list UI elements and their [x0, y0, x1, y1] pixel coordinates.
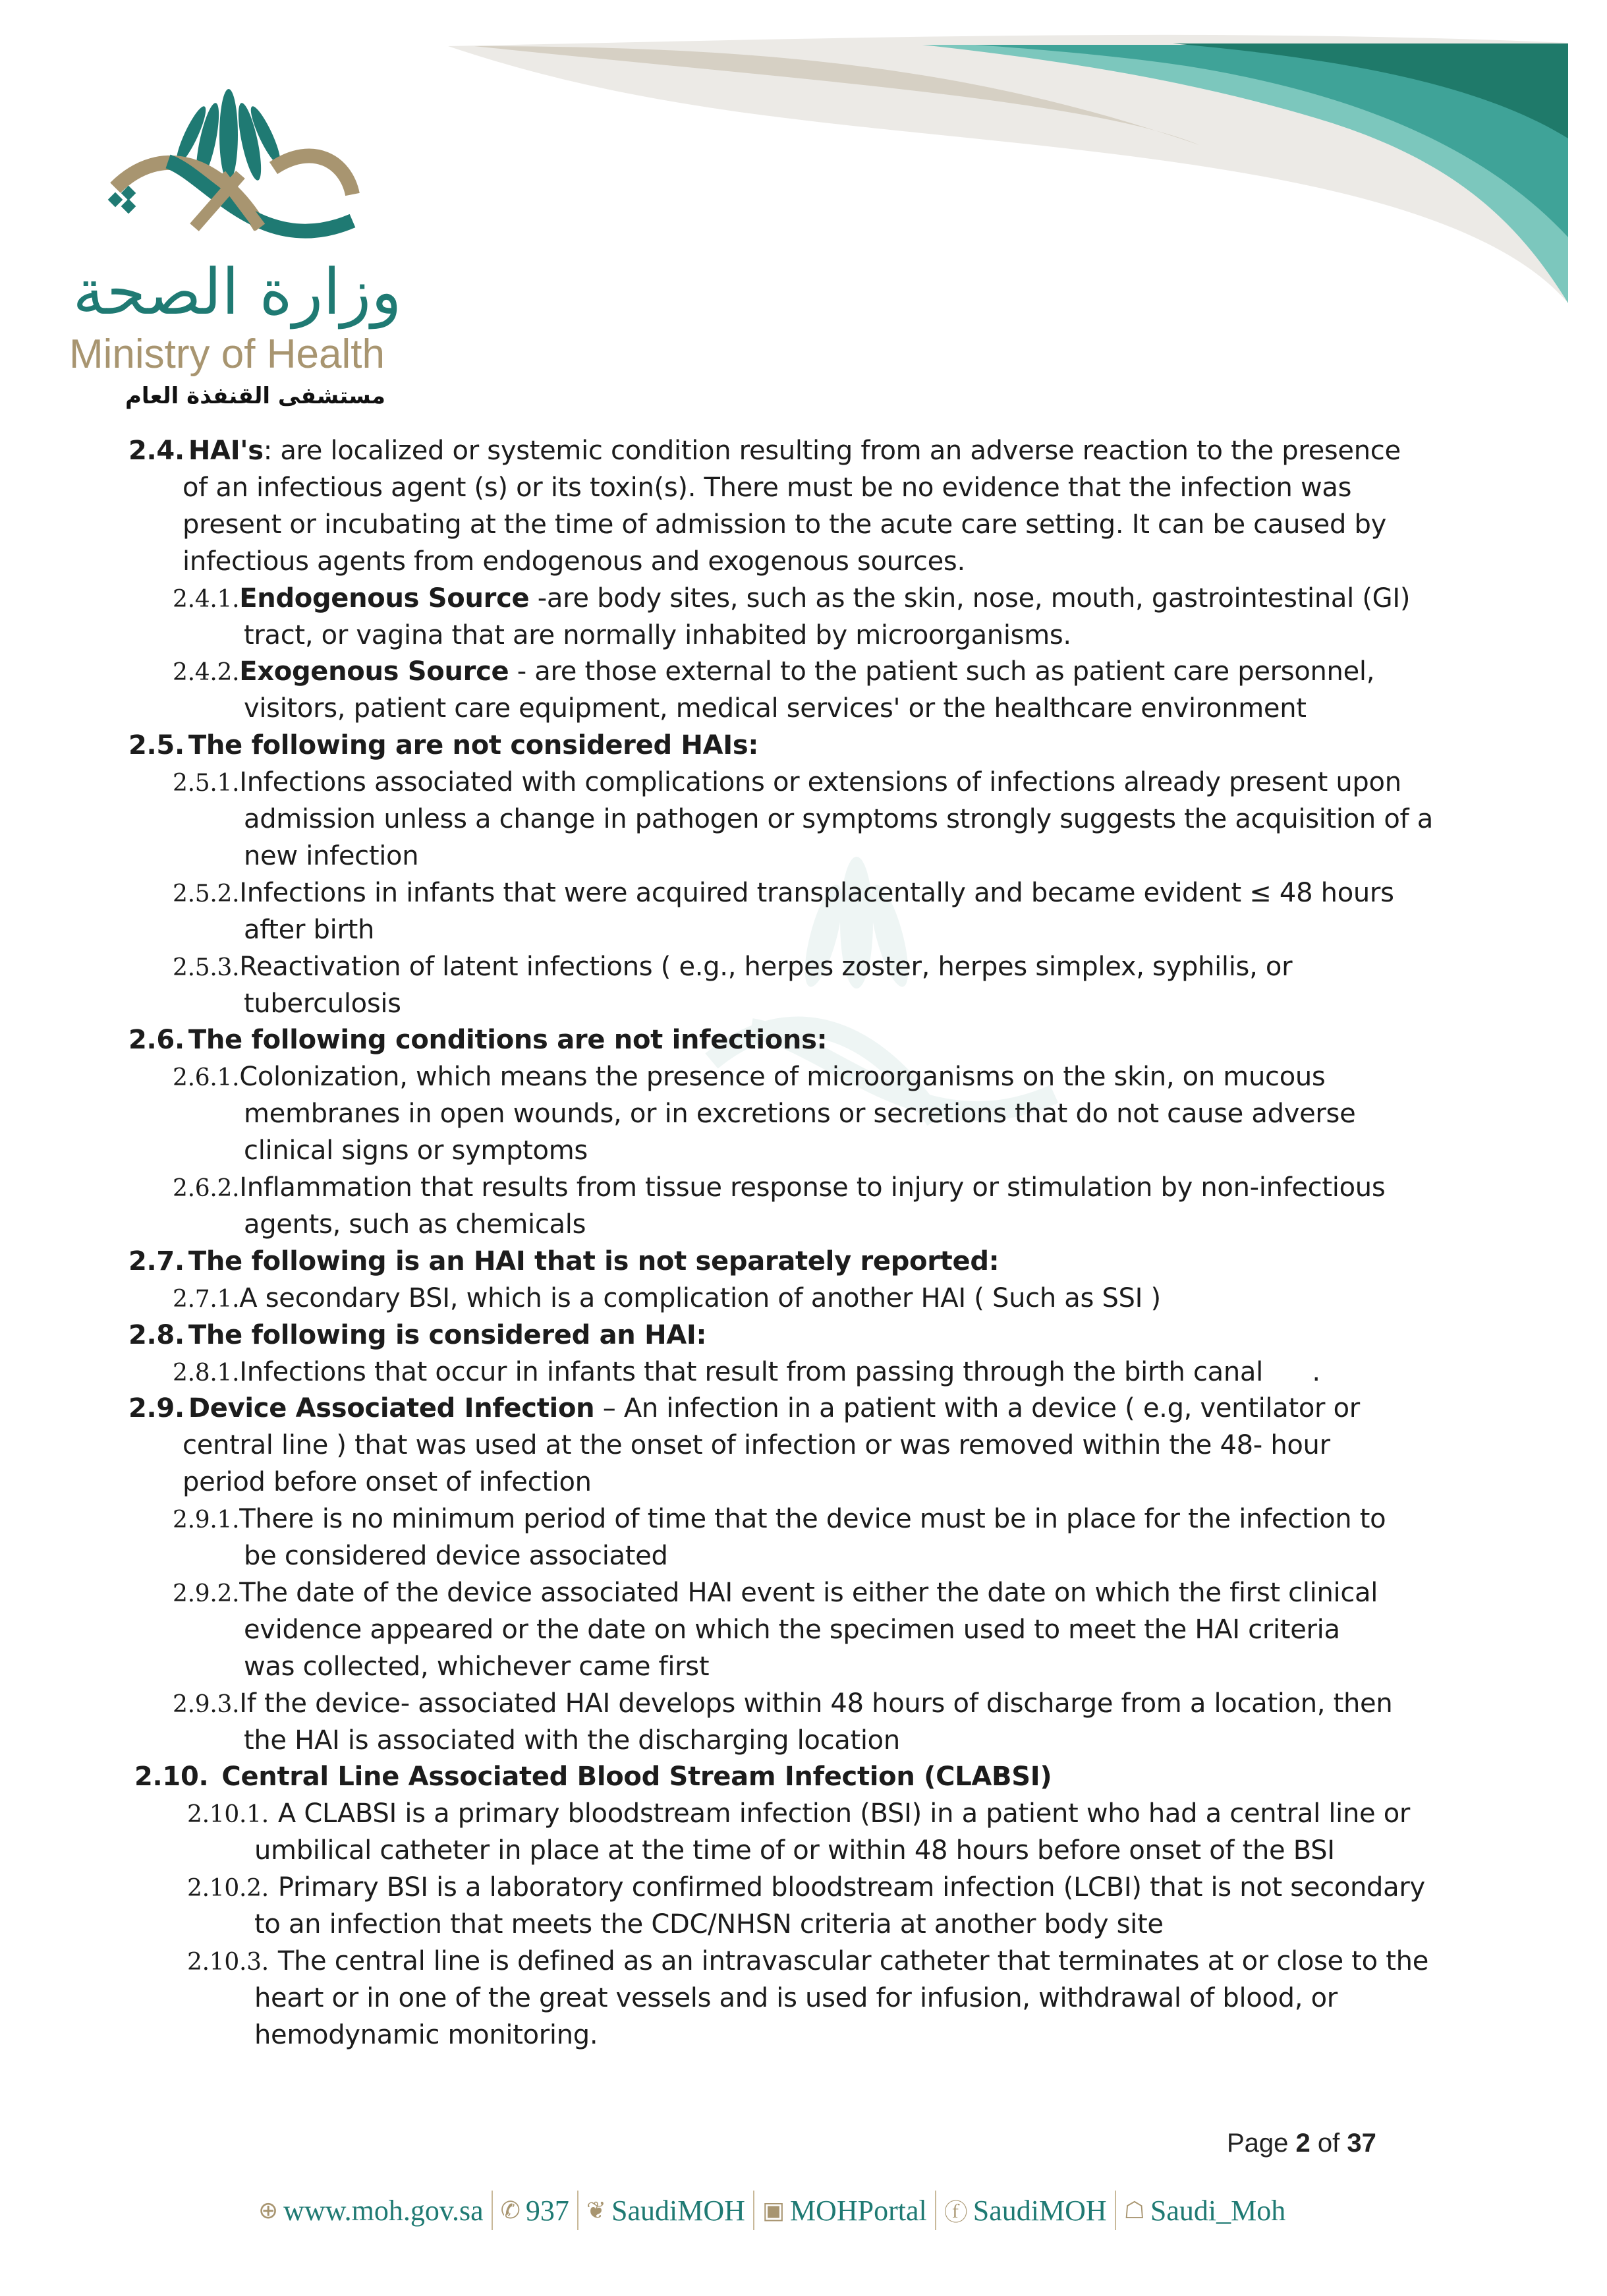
list-item — [173, 1058, 1325, 1095]
list-item-continuation: infectious agents from endogenous and exogenous sources. — [183, 546, 965, 577]
list-item-continuation: hemodynamic monitoring. — [254, 2019, 598, 2050]
list-item — [128, 727, 758, 764]
list-item-continuation: tuberculosis — [244, 988, 401, 1019]
list-item-continuation: of an infectious agent (s) or its toxin(s). There must be no evidence that the infection was — [183, 472, 1352, 503]
item-text: Reactivation of latent infections ( e.g., herpes zoster, herpes simplex, syphilis, or — [239, 951, 1293, 982]
item-text: Infections in infants that were acquired transplacentally and became evident ≤ 48 hours — [239, 877, 1394, 908]
list-item-continuation: membranes in open wounds, or in excretions or secretions that do not cause adverse — [244, 1099, 1356, 1130]
footer-link-text: SaudiMOH — [611, 2194, 745, 2227]
hospital-name-arabic: مستشفى القنفذة العام — [125, 383, 385, 409]
list-item — [173, 1501, 1386, 1537]
list-item-continuation: clinical signs or symptoms — [244, 1135, 588, 1166]
item-text: - are those external to the patient such as patient care personnel, — [509, 656, 1375, 687]
page-number — [1227, 2127, 1376, 2159]
item-number: 2.4.2. — [173, 659, 240, 687]
item-text: Primary BSI is a laboratory confirmed bloodstream infection (LCBI) that is not secondary — [277, 1872, 1425, 1903]
item-heading: Exogenous Source — [239, 656, 509, 687]
item-number: 2.9.1. — [173, 1507, 240, 1534]
item-number: 2.10.1. — [187, 1801, 269, 1829]
list-item — [187, 1943, 1428, 1980]
item-heading: The following is considered an HAI: — [188, 1319, 707, 1350]
globe-icon: ⊕ — [258, 2196, 279, 2224]
item-number: 2.5.3. — [173, 954, 240, 981]
list-item — [128, 432, 1401, 469]
list-item — [173, 764, 1401, 801]
list-item-continuation: after birth — [244, 914, 375, 945]
item-text: Inflammation that results from tissue response to injury or stimulation by non-infectious — [239, 1172, 1386, 1203]
list-item-continuation: agents, such as chemicals — [244, 1209, 586, 1240]
item-heading: The following conditions are not infections: — [188, 1025, 828, 1056]
list-item — [128, 1243, 999, 1280]
page-current: 2 — [1295, 2129, 1311, 2158]
footer-link-text: MOHPortal — [789, 2194, 927, 2227]
list-item — [173, 875, 1394, 911]
item-text: : are localized or systemic condition resulting from an adverse reaction to the presence — [263, 436, 1401, 466]
footer-link-text: Saudi_Moh — [1150, 2194, 1286, 2227]
footer-link-text: www.moh.gov.sa — [283, 2194, 484, 2227]
list-item-continuation: was collected, whichever came first — [244, 1651, 710, 1682]
footer-link[interactable] — [936, 2194, 1115, 2227]
item-number: 2.6.2. — [173, 1175, 240, 1202]
item-heading: Endogenous Source — [239, 583, 530, 614]
item-heading: Device Associated Infection — [188, 1393, 595, 1424]
list-item-continuation: visitors, patient care equipment, medical services' or the healthcare environment — [244, 693, 1307, 724]
item-text: A secondary BSI, which is a complication of another HAI ( Such as SSI ) — [239, 1282, 1161, 1313]
item-number: 2.4. — [128, 436, 184, 466]
item-heading: Central Line Associated Blood Stream Infection (CLABSI) — [221, 1762, 1052, 1793]
list-item-continuation: tract, or vagina that are normally inhabited by microorganisms. — [244, 619, 1071, 650]
list-item-continuation: be considered device associated — [244, 1541, 668, 1571]
item-text: -are body sites, such as the skin, nose, mouth, gastrointestinal (GI) — [529, 583, 1411, 614]
item-heading: HAI's — [188, 436, 264, 466]
list-item — [173, 653, 1374, 690]
list-item — [134, 1758, 1052, 1795]
list-item — [187, 1869, 1425, 1906]
page-of: of — [1310, 2129, 1347, 2158]
list-item — [173, 948, 1292, 985]
snapchat-icon: ☖ — [1123, 2196, 1145, 2224]
item-number: 2.9.2. — [173, 1580, 240, 1607]
item-number: 2.7. — [128, 1246, 184, 1277]
list-item-continuation: new infection — [244, 840, 419, 871]
item-number: 2.8. — [128, 1319, 184, 1350]
item-text: Colonization, which means the presence of microorganisms on the skin, on mucous — [239, 1062, 1326, 1093]
item-number: 2.5.1. — [173, 770, 240, 797]
list-item — [128, 1390, 1360, 1427]
list-item-continuation: admission unless a change in pathogen or symptoms strongly suggests the acquisition of a — [244, 804, 1433, 834]
item-number: 2.9.3. — [173, 1690, 240, 1718]
facebook-icon: ⓕ — [944, 2198, 968, 2226]
item-text: The date of the device associated HAI event is either the date on which the first clinical — [239, 1577, 1378, 1608]
item-number: 2.10. — [134, 1762, 209, 1793]
list-item-continuation: heart or in one of the great vessels and is used for infusion, withdrawal of blood, or — [254, 1982, 1338, 2013]
item-number: 2.5. — [128, 730, 184, 761]
list-item-continuation: umbilical catheter in place at the time of or within 48 hours before onset of the BSI — [254, 1835, 1335, 1866]
item-text: There is no minimum period of time that the device must be in place for the infection to — [239, 1504, 1386, 1535]
item-number: 2.8.1. — [173, 1359, 240, 1387]
item-heading: The following is an HAI that is not separately reported: — [188, 1246, 1000, 1277]
list-item — [173, 1354, 1320, 1391]
footer-link-text: 937 — [525, 2194, 569, 2227]
list-item-continuation: the HAI is associated with the discharging location — [244, 1725, 900, 1756]
page-prefix: Page — [1227, 2129, 1296, 2158]
footer-link[interactable] — [493, 2194, 577, 2227]
youtube-icon: ▣ — [762, 2196, 785, 2224]
item-number: 2.7.1. — [173, 1285, 240, 1313]
item-text: A CLABSI is a primary bloodstream infection (BSI) in a patient who had a central line or — [277, 1798, 1411, 1829]
ministry-of-health-logo — [63, 63, 418, 260]
footer-link-text: SaudiMOH — [973, 2194, 1107, 2227]
item-text: – An infection in a patient with a device ( e.g, ventilator or — [594, 1393, 1360, 1424]
footer-link[interactable] — [578, 2194, 753, 2227]
item-heading: The following are not considered HAIs: — [188, 730, 759, 761]
list-item-continuation: period before onset of infection — [183, 1467, 592, 1498]
item-number: 2.9. — [128, 1393, 184, 1424]
list-item — [187, 1795, 1410, 1832]
footer-link[interactable] — [754, 2194, 935, 2227]
list-item — [173, 1574, 1378, 1611]
phone-icon: ✆ — [500, 2196, 521, 2224]
footer-contact-bar — [250, 2189, 1293, 2231]
item-number: 2.10.2. — [187, 1875, 269, 1903]
list-item-continuation: evidence appeared or the date on which the specimen used to meet the HAI criteria — [244, 1614, 1340, 1645]
item-number: 2.6. — [128, 1025, 184, 1056]
list-item — [173, 580, 1410, 617]
list-item-continuation: central line ) that was used at the onset of infection or was removed within the 48- hour — [183, 1430, 1330, 1461]
page-total: 37 — [1347, 2129, 1376, 2158]
list-item — [128, 1021, 827, 1058]
item-text: If the device- associated HAI develops within 48 hours of discharge from a location, then — [239, 1688, 1393, 1719]
logo-english-title: Ministry of Health — [69, 331, 385, 377]
list-item-continuation: to an infection that meets the CDC/NHSN criteria at another body site — [254, 1909, 1164, 1939]
item-number: 2.10.3. — [187, 1948, 269, 1976]
item-text: Infections that occur in infants that result from passing through the birth canal . — [239, 1356, 1320, 1387]
item-text: The central line is defined as an intravascular catheter that terminates at or close to the — [277, 1945, 1428, 1976]
item-number: 2.6.1. — [173, 1064, 240, 1092]
item-number: 2.5.2. — [173, 880, 240, 907]
footer-link[interactable] — [250, 2194, 492, 2227]
list-item-continuation: present or incubating at the time of admission to the acute care setting. It can be caused by — [183, 509, 1386, 540]
logo-arabic-title: وزارة الصحة — [72, 255, 402, 329]
footer-link[interactable] — [1116, 2194, 1294, 2227]
item-text: Infections associated with complications or extensions of infections already present upon — [239, 767, 1401, 798]
list-item — [173, 1169, 1385, 1206]
list-item — [128, 1317, 706, 1354]
list-item — [173, 1685, 1392, 1722]
item-number: 2.4.1. — [173, 585, 240, 613]
twitter-icon: ❦ — [586, 2196, 607, 2224]
list-item — [173, 1280, 1161, 1317]
